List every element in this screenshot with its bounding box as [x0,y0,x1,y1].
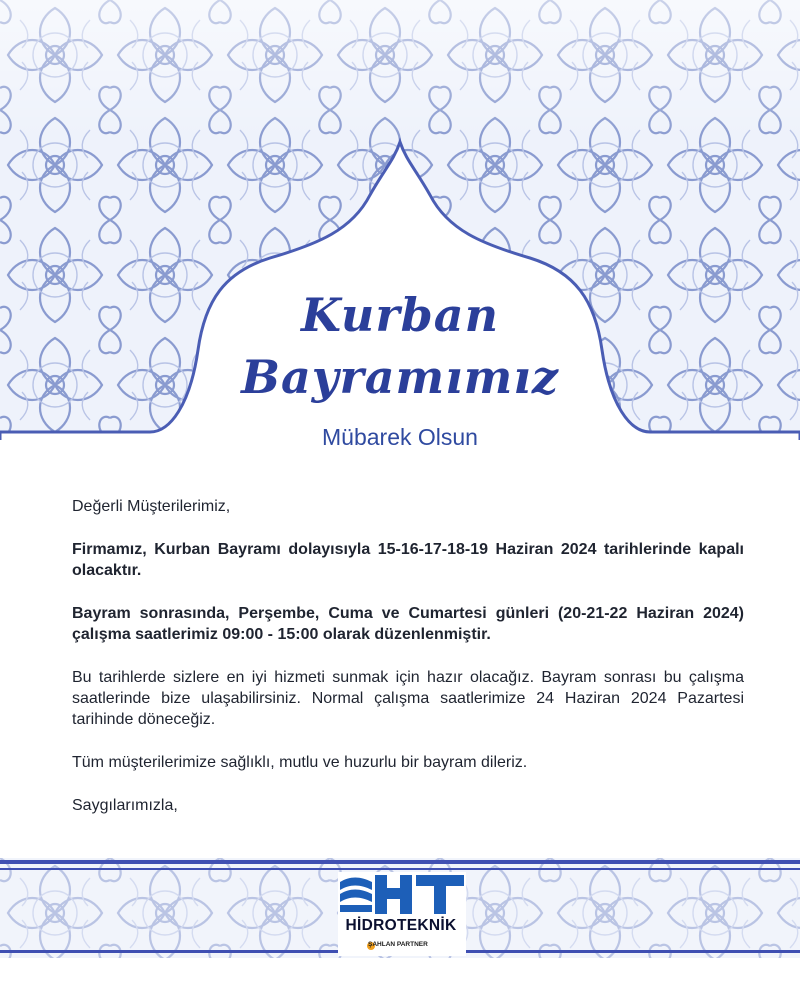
title-line-2: Bayramımız [241,350,559,404]
title-line-1: Kurban [300,288,500,342]
subtitle: Mübarek Olsun [322,424,478,450]
letter-body [72,496,744,816]
working-hours-notice: Bayram sonrasında, Perşembe, Cuma ve Cumartesi günleri (20-21-22 Haziran 2024) çalışma saatlerimiz 09:00 - 15:00 olarak düzenlenmiştir. [72,605,744,643]
greeting: Değerli Müşterilerimiz, [72,498,231,515]
wishes-paragraph: Tüm müşterilerimize sağlıklı, mutlu ve huzurlu bir bayram dileriz. [72,754,528,771]
partner-text: ŞAHLAN PARTNER [368,941,428,948]
info-paragraph: Bu tarihlerde sizlere en iyi hizmeti sunmak için hazır olacağız. Bayram sonrası bu çalışma saatlerinde bize ulaşabilirsiniz. Normal çalışma saatlerimize 24 Haziran 2024 Pazartesi tarihinde döneceğiz. [72,669,744,728]
closure-notice: Firmamız, Kurban Bayramı dolayısıyla 15-16-17-18-19 Haziran 2024 tarihlerinde kapalı olacaktır. [72,541,744,579]
footer-top-line [0,860,800,864]
footer-top-thin-line [0,868,800,870]
logo-wordmark: HİDROTEKNİK [345,917,457,934]
closing: Saygılarımızla, [72,797,178,814]
